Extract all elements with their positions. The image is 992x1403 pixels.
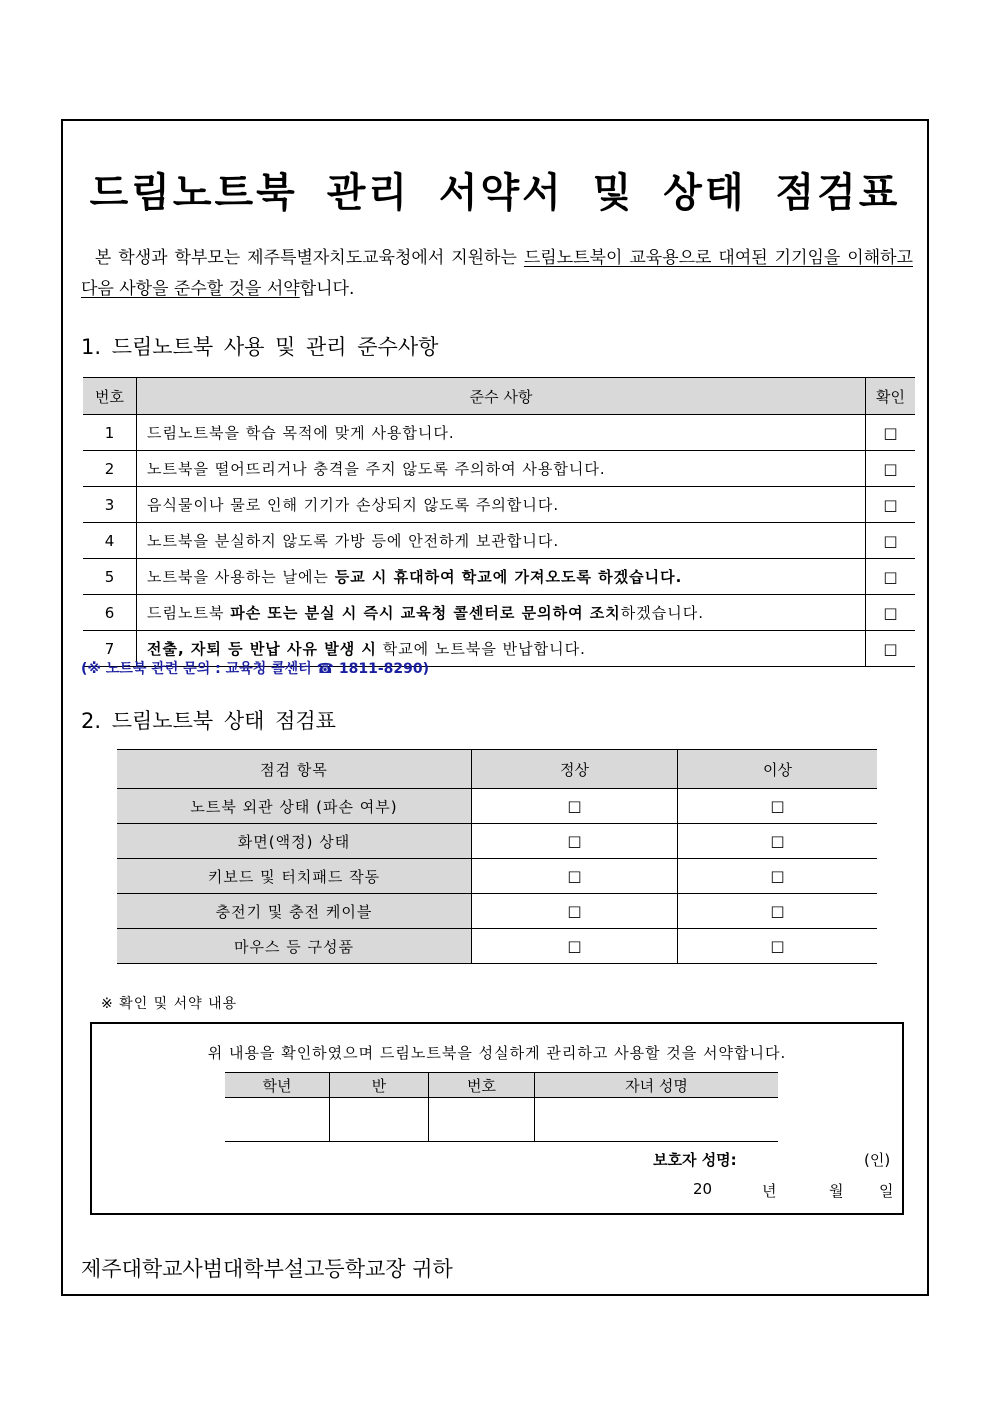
date-month-unit: 월	[829, 1182, 844, 1200]
abnormal-checkbox[interactable]: □	[678, 859, 878, 894]
student-name-field[interactable]	[535, 1098, 779, 1142]
class-field[interactable]	[330, 1098, 429, 1142]
rule-text: 드림노트북을 학습 목적에 맞게 사용합니다.	[137, 415, 866, 451]
col-class: 반	[330, 1073, 429, 1098]
form-frame	[61, 119, 929, 1296]
student-number-field[interactable]	[429, 1098, 535, 1142]
intro-prefix: 본 학생과 학부모는 제주특별자치도교육청에서 지원하는	[94, 248, 524, 268]
rule-number: 5	[83, 559, 137, 595]
date-day-unit: 일	[879, 1182, 894, 1200]
intro-paragraph	[81, 243, 913, 305]
col-grade: 학년	[225, 1073, 330, 1098]
table-row	[83, 451, 915, 487]
confirm-checkbox[interactable]: □	[866, 595, 916, 631]
table-row	[83, 487, 915, 523]
col-abnormal: 이상	[678, 750, 878, 789]
section2-heading: 2. 드림노트북 상태 점검표	[81, 709, 336, 733]
table-row	[117, 929, 877, 964]
check-item: 키보드 및 터치패드 작동	[117, 859, 472, 894]
intro-suffix: 합니다.	[299, 279, 355, 299]
rule-number: 6	[83, 595, 137, 631]
date-year-unit: 년	[762, 1182, 777, 1200]
rule-text: 노트북을 사용하는 날에는 등교 시 휴대하여 학교에 가져오도록 하겠습니다.	[137, 559, 866, 595]
pledge-note: ※ 확인 및 서약 내용	[101, 996, 238, 1012]
closing-addressee: 제주대학교사범대학부설고등학교장 귀하	[81, 1257, 453, 1281]
rule-text: 전출, 자퇴 등 반납 사유 발생 시 학교에 노트북을 반납합니다.	[137, 631, 866, 667]
confirm-checkbox[interactable]: □	[866, 487, 916, 523]
normal-checkbox[interactable]: □	[472, 789, 678, 824]
student-info-header	[225, 1073, 778, 1098]
document-title: 드림노트북 관리 서약서 및 상태 점검표	[89, 170, 901, 216]
col-confirm: 확인	[866, 378, 916, 415]
rule-text: 음식물이나 물로 인해 기기가 손상되지 않도록 주의합니다.	[137, 487, 866, 523]
table-row	[117, 859, 877, 894]
col-normal: 정상	[472, 750, 678, 789]
table-row	[83, 595, 915, 631]
normal-checkbox[interactable]: □	[472, 859, 678, 894]
status-header-row	[117, 750, 877, 789]
grade-field[interactable]	[225, 1098, 330, 1142]
check-item: 충전기 및 충전 케이블	[117, 894, 472, 929]
callcenter-note: (※ 노트북 관련 문의 : 교육청 콜센터 ☎ 1811-8290)	[81, 661, 429, 677]
col-rule: 준수 사항	[137, 378, 866, 415]
rule-number: 3	[83, 487, 137, 523]
table-row	[83, 559, 915, 595]
rules-header-row	[83, 378, 915, 415]
check-item: 마우스 등 구성품	[117, 929, 472, 964]
normal-checkbox[interactable]: □	[472, 894, 678, 929]
section1-heading: 1. 드림노트북 사용 및 관리 준수사항	[81, 335, 439, 359]
table-row	[117, 824, 877, 859]
col-number: 번호	[83, 378, 137, 415]
table-row	[83, 523, 915, 559]
pledge-text: 위 내용을 확인하였으며 드림노트북을 성실하게 관리하고 사용할 것을 서약합니다.	[207, 1044, 787, 1062]
confirm-checkbox[interactable]: □	[866, 451, 916, 487]
rule-text: 노트북을 분실하지 않도록 가방 등에 안전하게 보관합니다.	[137, 523, 866, 559]
rule-number: 7	[83, 631, 137, 667]
col-student-name: 자녀 성명	[535, 1073, 779, 1098]
check-item: 화면(액정) 상태	[117, 824, 472, 859]
student-info-row	[225, 1098, 778, 1142]
table-row	[83, 415, 915, 451]
confirm-checkbox[interactable]: □	[866, 415, 916, 451]
rules-table	[83, 377, 915, 667]
intro-underlined: 드림노트북이 교육용으로 대여된 기기임을 이해하고 다음 사항을 준수할 것을 서약	[81, 248, 913, 299]
confirm-checkbox[interactable]: □	[866, 523, 916, 559]
check-item: 노트북 외관 상태 (파손 여부)	[117, 789, 472, 824]
rule-number: 4	[83, 523, 137, 559]
rule-text: 드림노트북 파손 또는 분실 시 즉시 교육청 콜센터로 문의하여 조치하겠습니다.	[137, 595, 866, 631]
col-check-item: 점검 항목	[117, 750, 472, 789]
abnormal-checkbox[interactable]: □	[678, 789, 878, 824]
seal-mark: (인)	[864, 1151, 891, 1169]
confirm-checkbox[interactable]: □	[866, 559, 916, 595]
rule-text: 노트북을 떨어뜨리거나 충격을 주지 않도록 주의하여 사용합니다.	[137, 451, 866, 487]
abnormal-checkbox[interactable]: □	[678, 824, 878, 859]
normal-checkbox[interactable]: □	[472, 929, 678, 964]
rule-number: 1	[83, 415, 137, 451]
abnormal-checkbox[interactable]: □	[678, 894, 878, 929]
guardian-signature-label: 보호자 성명:	[653, 1151, 737, 1169]
col-student-number: 번호	[429, 1073, 535, 1098]
table-row	[117, 789, 877, 824]
confirm-checkbox[interactable]: □	[866, 631, 916, 667]
table-row	[117, 894, 877, 929]
abnormal-checkbox[interactable]: □	[678, 929, 878, 964]
rule-number: 2	[83, 451, 137, 487]
normal-checkbox[interactable]: □	[472, 824, 678, 859]
status-table	[117, 749, 877, 964]
date-year: 20	[693, 1180, 713, 1198]
student-info-table	[225, 1072, 778, 1142]
pledge-box	[90, 1022, 904, 1215]
